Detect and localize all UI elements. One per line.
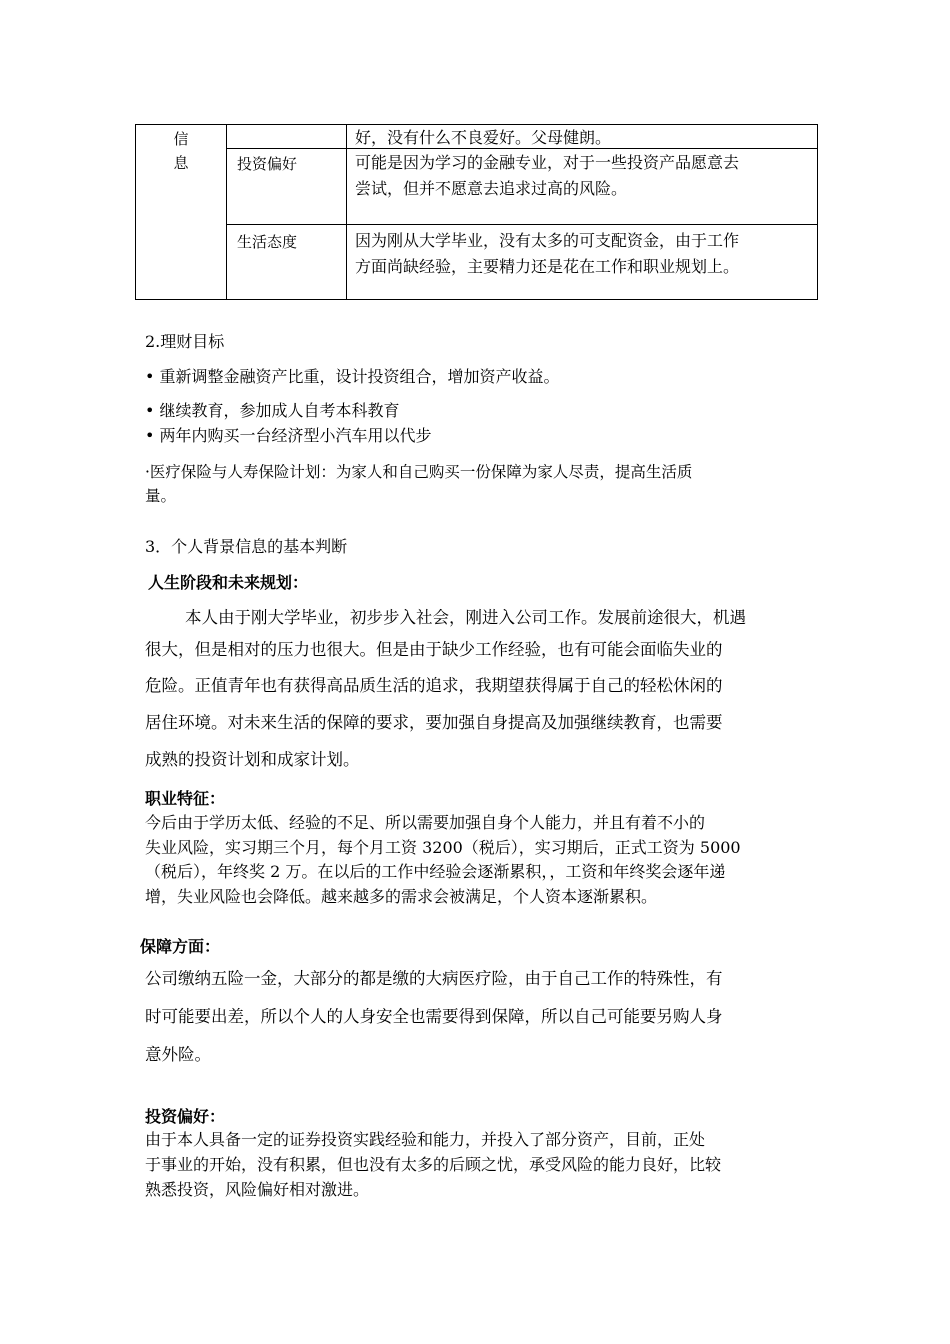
paragraph-line: 意外险。 <box>145 1045 211 1064</box>
list-item: • 两年内购买一台经济型小汽车用以代步 <box>145 426 432 445</box>
list-item: • 继续教育，参加成人自考本科教育 <box>145 401 400 420</box>
section-heading: 2.理财目标 <box>145 332 225 351</box>
table-divider <box>226 125 227 299</box>
paragraph-line: 居住环境。对未来生活的保障的要求，要加强自身提高及加强继续教育，也需要 <box>145 713 723 732</box>
paragraph-line: 时可能要出差，所以个人的人身安全也需要得到保障，所以自己可能要另购人身 <box>145 1007 723 1026</box>
table-cell-text: 因为刚从大学毕业，没有太多的可支配资金，由于工作 方面尚缺经验，主要精力还是花在工作和职业规划上。 <box>355 231 740 276</box>
subsection-title: 保障方面： <box>140 937 221 956</box>
paragraph-line: 公司缴纳五险一金，大部分的都是缴的大病医疗险，由于自己工作的特殊性，有 <box>145 969 723 988</box>
table-cell-text: 好，没有什么不良爱好。父母健朗。 <box>355 128 612 147</box>
list-item: • 重新调整金融资产比重，设计投资组合，增加资产收益。 <box>145 367 560 386</box>
table-cell-label: 生活态度 <box>237 233 298 251</box>
paragraph-line: 很大，但是相对的压力也很大。但是由于缺少工作经验，也有可能会面临失业的 <box>145 640 723 659</box>
paragraph-line: 本人由于刚大学毕业，初步步入社会，刚进入公司工作。发展前途很大，机遇 <box>185 608 746 627</box>
table-cell-text: 可能是因为学习的金融专业，对于一些投资产品愿意去 尝试，但并不愿意去追求过高的风险。 <box>355 153 740 198</box>
section-heading: 3．个人背景信息的基本判断 <box>145 537 348 556</box>
subsection-title: 职业特征： <box>145 789 226 808</box>
paragraph-line: 成熟的投资计划和成家计划。 <box>145 750 360 769</box>
table-category: 信 息 <box>173 130 189 172</box>
list-item: 量。 <box>145 487 177 505</box>
paragraph-line: 危险。正值青年也有获得高品质生活的追求，我期望获得属于自己的轻松休闲的 <box>145 676 723 695</box>
table-cell-label: 投资偏好 <box>237 155 298 173</box>
table-row-divider <box>227 224 817 225</box>
list-item: ·医疗保险与人寿保险计划：为家人和自己购买一份保障为家人尽责，提高生活质 <box>145 463 693 481</box>
paragraph-line: 增，失业风险也会降低。越来越多的需求会被满足，个人资本逐渐累积。 <box>145 887 658 906</box>
paragraph-line: （税后），年终奖 2 万。在以后的工作中经验会逐渐累积，，工资和年终奖会逐年递 <box>145 862 726 881</box>
paragraph-line: 今后由于学历太低、经验的不足、所以需要加强自身个人能力，并且有着不小的 <box>145 813 706 832</box>
subsection-title: 人生阶段和未来规划： <box>148 573 309 592</box>
info-table <box>135 124 818 300</box>
subsection-title: 投资偏好： <box>145 1107 226 1126</box>
paragraph-line: 于事业的开始，没有积累，但也没有太多的后顾之忧，承受风险的能力良好，比较 <box>145 1155 722 1174</box>
table-divider <box>346 125 347 299</box>
paragraph-line: 熟悉投资，风险偏好相对激进。 <box>145 1180 370 1199</box>
paragraph-line: 由于本人具备一定的证券投资实践经验和能力，并投入了部分资产，目前，正处 <box>145 1130 706 1149</box>
paragraph-line: 失业风险，实习期三个月，每个月工资 3200（税后），实习期后，正式工资为 5000 <box>145 838 741 857</box>
